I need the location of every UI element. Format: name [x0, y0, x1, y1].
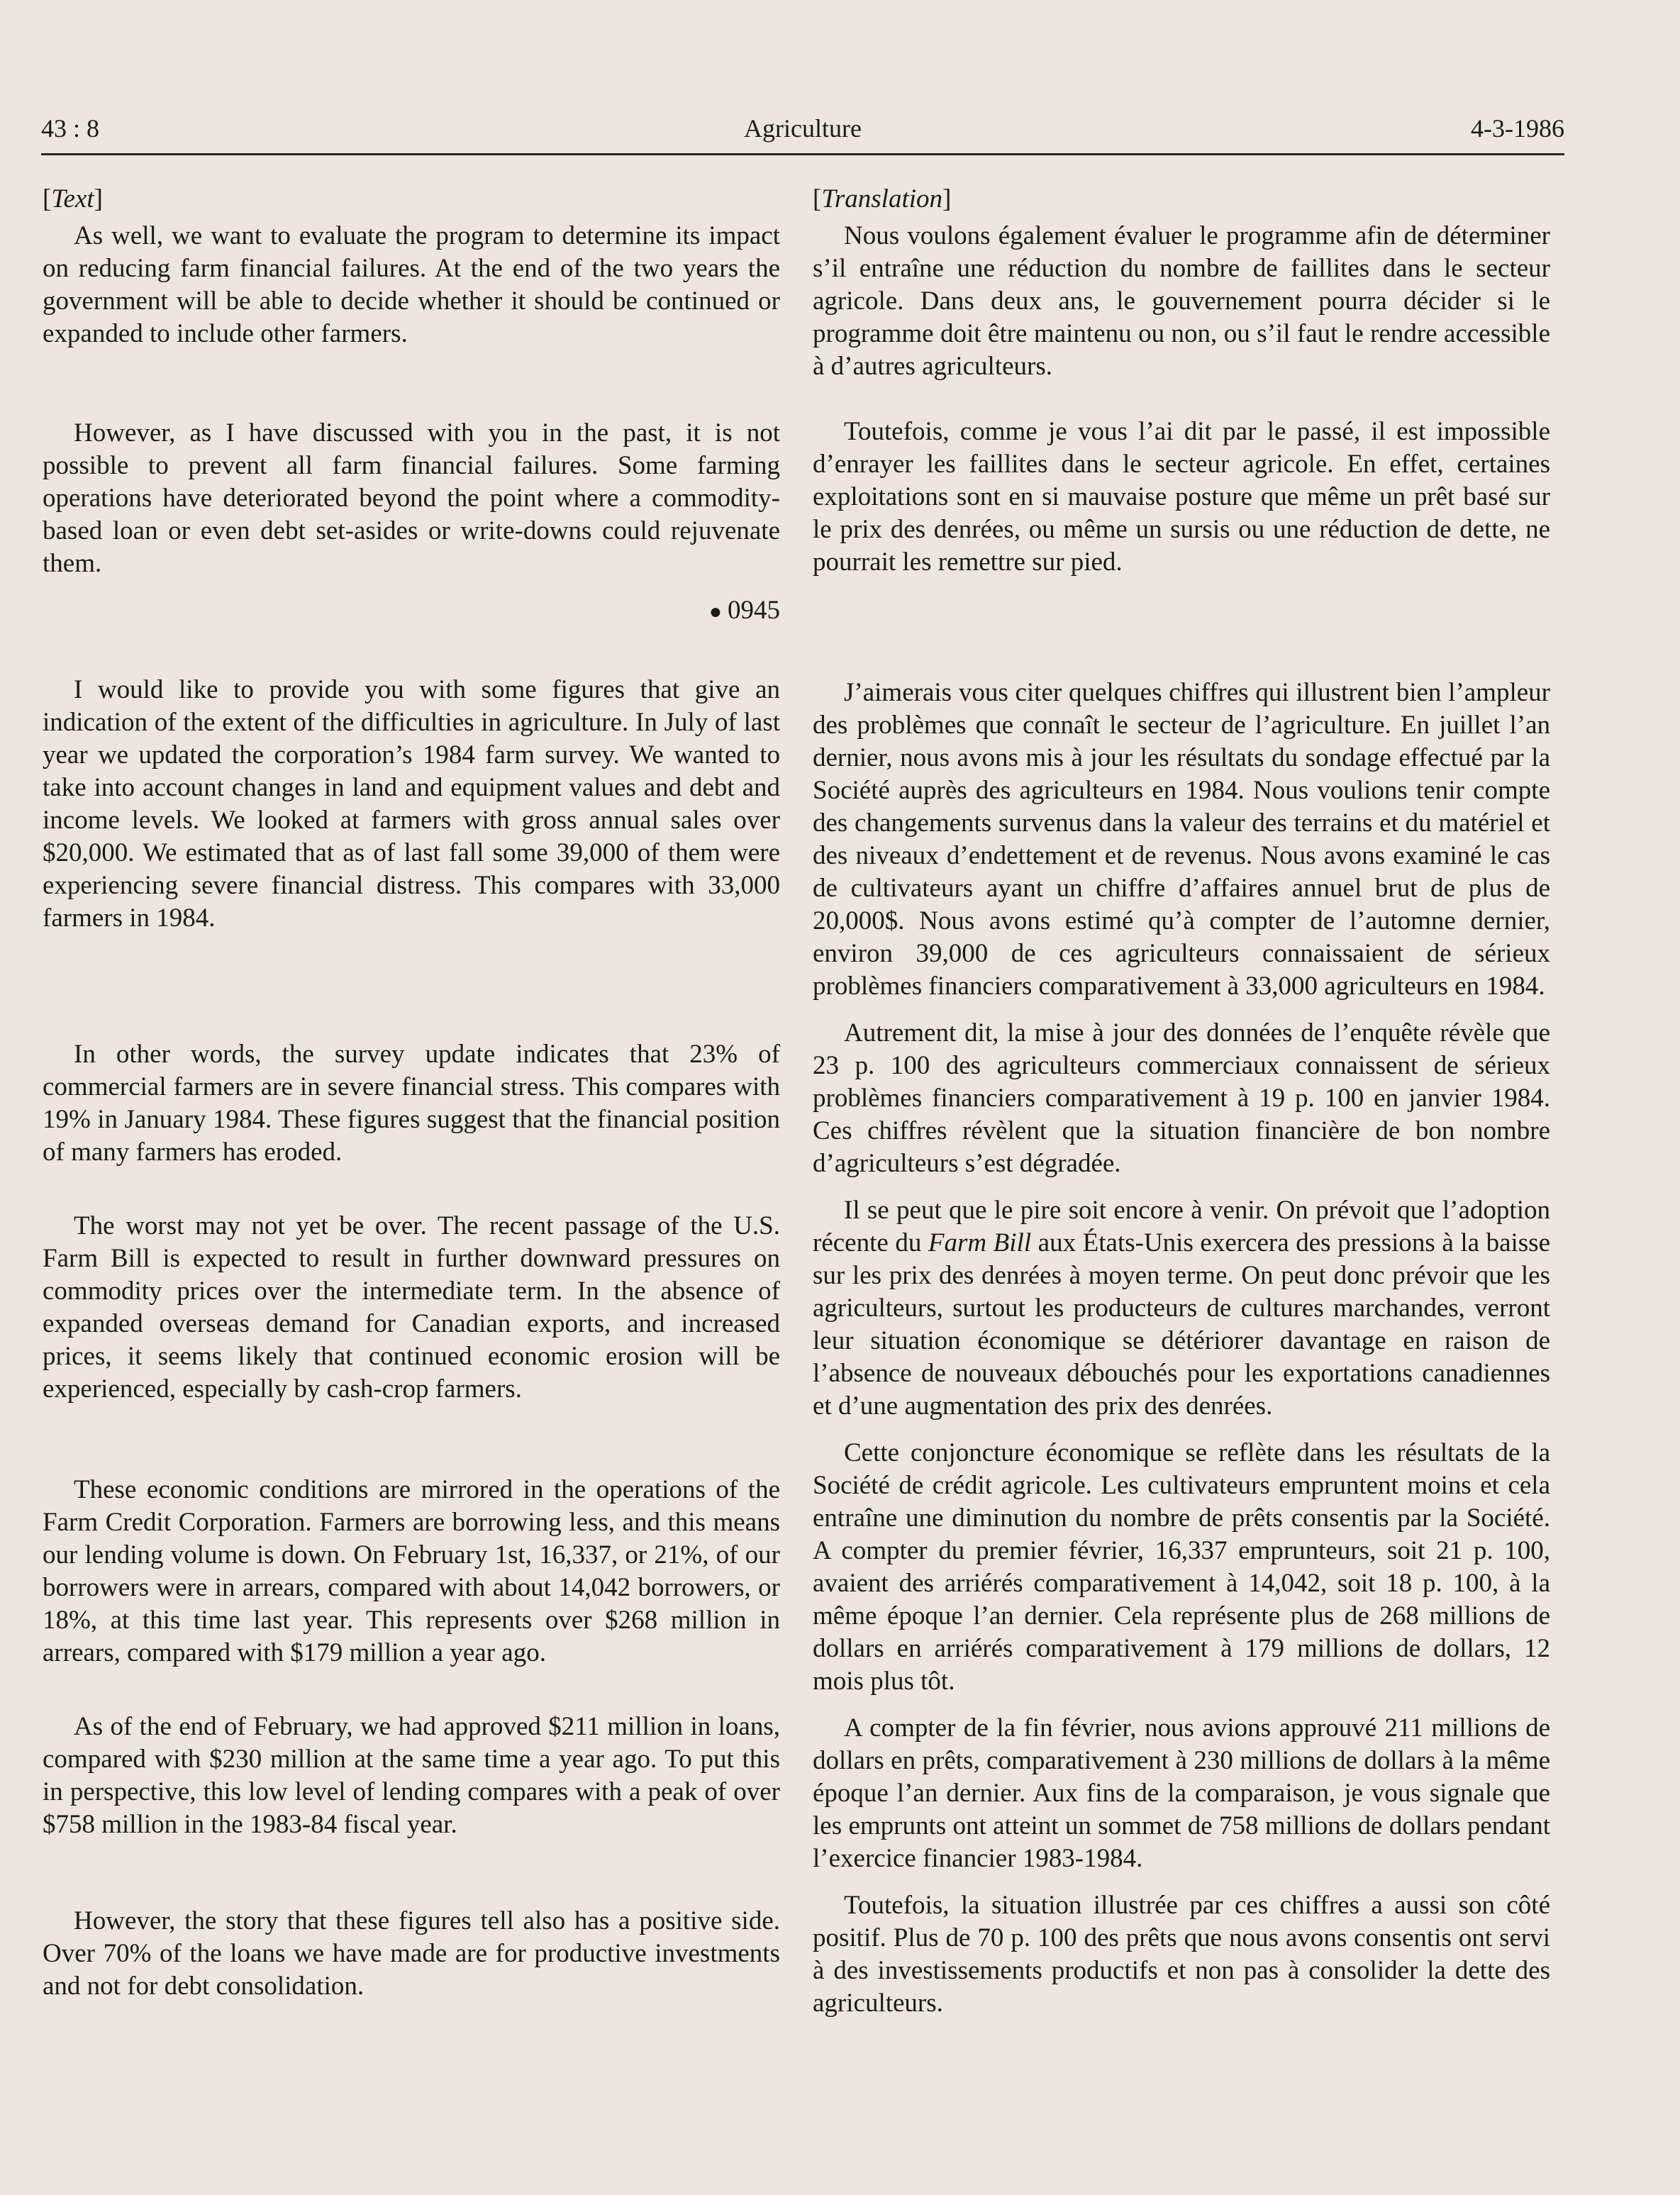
english-paragraph: The worst may not yet be over. The recent passage of the U.S. Farm Bill is expected to result in further downward pressures on commodity prices over the intermediate term. In the absence of expanded overseas demand for Canadian exports, and increased prices, it seems likely that continued economic erosion will be experienced, especially by cash-crop farmers.	[43, 1211, 780, 1404]
translation-label: [Translation]	[813, 184, 952, 213]
english-paragraph: However, the story that these figures tell also has a positive side. Over 70% of the loans we have made are for productive investments and not for debt consolidation.	[43, 1906, 780, 2001]
french-paragraph: J’aimerais vous citer quelques chiffres qui illustrent bien l’ampleur des problèmes que connaît le secteur de l’agriculture. En juillet l’an dernier, nous avons mis à jour les résultats du sondage effectué par la Société auprès des agriculteurs en 1984. Nous voulions tenir compte des changements survenus dans la valeur des terrains et du matériel et des niveaux d’endettement et de revenus. Nous avons examiné le cas de cultivateurs ayant un chiffre d’affaires annuel brut de plus de 20,000$. Nous avons estimé qu’à compter de l’automne dernier, environ 39,000 de ces agriculteurs connaissaient de sérieux problèmes financiers comparativement à 33,000 agriculteurs en 1984.	[813, 678, 1550, 1001]
time-marker: ● 0945	[708, 596, 780, 625]
french-paragraph: Toutefois, la situation illustrée par ces chiffres a aussi son côté positif. Plus de 70 p. 100 des prêts que nous avons consentis ont servi à des investissements productifs et non pas à consolider la dette des agriculteurs.	[813, 1891, 1550, 2018]
english-paragraph: These economic conditions are mirrored in the operations of the Farm Credit Corporation. Farmers are borrowing less, and this means our lending volume is down. On February 1st, 16,337, or 21%, of our borrowers were in arrears, compared with about 14,042 borrowers, or 18%, at this time last year. This represents over $268 million in arrears, compared with $179 million a year ago.	[43, 1475, 780, 1667]
french-paragraph: Nous voulons également évaluer le programme afin de déterminer s’il entraîne une réduction du nombre de faillites dans le secteur agricole. Dans deux ans, le gouvernement pourra décider si le programme doit être maintenu ou non, ou s’il faut le rendre accessible à d’autres agriculteurs.	[813, 221, 1550, 381]
french-column	[813, 183, 1550, 2020]
bullet-icon: ●	[708, 600, 722, 623]
page-header	[41, 113, 1564, 155]
english-paragraph: However, as I have discussed with you in the past, it is not possible to prevent all farm financial failures. Some farming operations have deteriorated beyond the point where a commodity-based loan or even debt set-asides or write-downs could rejuvenate them.	[43, 418, 780, 578]
french-paragraph: Autrement dit, la mise à jour des données de l’enquête révèle que 23 p. 100 des agriculteurs commerciaux connaissent de sérieux problèmes financiers comparativement à 19 p. 100 en janvier 1984. Ces chiffres révèlent que la situation financière de bon nombre d’agriculteurs s’est dégradée.	[813, 1018, 1550, 1178]
english-paragraph: As well, we want to evaluate the program to determine its impact on reducing farm financial failures. At the end of the two years the government will be able to decide whether it should be continued or expanded to include other farmers.	[43, 221, 780, 348]
text-label: [Text]	[43, 184, 103, 213]
french-paragraph: Cette conjoncture économique se reflète dans les résultats de la Société de crédit agricole. Les cultivateurs empruntent moins et cela entraîne une diminution du nombre de prêts consentis par la Société. A compter du premier février, 16,337 emprunteurs, soit 21 p. 100, avaient des arriérés comparativement à 14,042, soit 18 p. 100, à la même époque l’an dernier. Cela représente plus de 268 millions de dollars en arriérés comparativement à 179 millions de dollars, 12 mois plus tôt.	[813, 1438, 1550, 1696]
page-reference: 43 : 8	[41, 114, 100, 143]
committee-name: Agriculture	[744, 114, 862, 143]
french-paragraph: A compter de la fin février, nous avions approuvé 211 millions de dollars en prêts, comparativement à 230 millions de dollars à la même époque l’an dernier. Aux fins de la comparaison, je vous signale que les emprunts ont atteint un sommet de 758 millions de dollars pendant l’exercice financier 1983-1984.	[813, 1713, 1550, 1873]
french-paragraph: Il se peut que le pire soit encore à venir. On prévoit que l’adoption récente du Farm Bill aux États-Unis exercera des pressions à la baisse sur les prix des denrées à moyen terme. On peut donc prévoir que les agriculteurs, surtout les producteurs de cultures marchandes, verront leur situation économique se détériorer davantage en raison de l’absence de nouveaux débouchés pour les exportations canadiennes et d’une augmentation des prix des denrées.	[813, 1196, 1551, 1421]
french-paragraph: Toutefois, comme je vous l’ai dit par le passé, il est impossible d’enrayer les faillites dans le secteur agricole. En effet, certaines exploitations sont en si mauvaise posture que même un prêt basé sur le prix des denrées, ou même un sursis ou une réduction de dette, ne pourrait les remettre sur pied.	[813, 417, 1550, 577]
english-paragraph: As of the end of February, we had approved $211 million in loans, compared with $230 million at the same time a year ago. To put this in perspective, this low level of lending compares with a peak of over $758 million in the 1983-84 fiscal year.	[43, 1712, 780, 1839]
english-paragraph: I would like to provide you with some figures that give an indication of the extent of the difficulties in agriculture. In July of last year we updated the corporation’s 1984 farm survey. We wanted to take into account changes in land and equipment values and debt and income levels. We looked at farmers with gross annual sales over $20,000. We estimated that as of last fall some 39,000 of them were experiencing severe financial distress. This compares with 33,000 farmers in 1984.	[43, 675, 780, 933]
english-column	[43, 183, 780, 2003]
english-paragraph: In other words, the survey update indicates that 23% of commercial farmers are in severe financial stress. This compares with 19% in January 1984. These figures suggest that the financial position of many farmers has eroded.	[43, 1040, 780, 1167]
meeting-date: 4-3-1986	[1471, 114, 1564, 143]
